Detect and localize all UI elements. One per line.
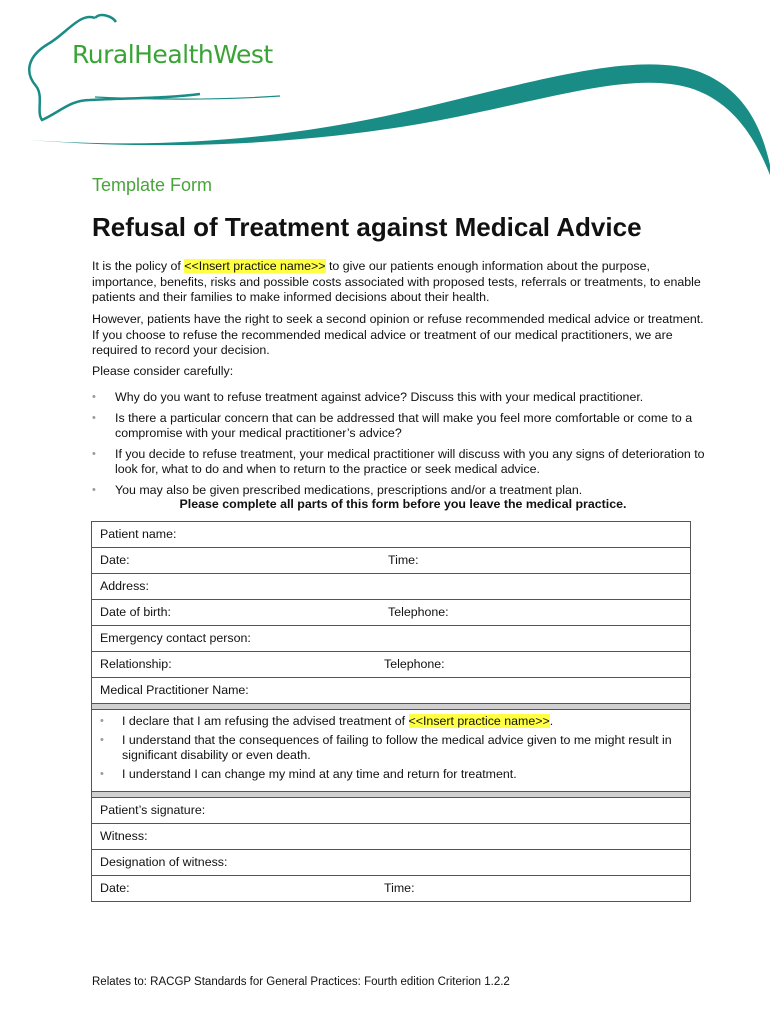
considerations-list (92, 390, 717, 503)
relationship-label: Relationship: (100, 657, 172, 671)
logo-top-curl (95, 15, 116, 22)
practice-name-placeholder: <<Insert practice name>> (408, 714, 550, 728)
address-field[interactable] (92, 574, 690, 600)
bullet-icon: • (92, 411, 96, 424)
emergency-contact-field[interactable] (92, 626, 690, 652)
date-label: Date: (100, 553, 130, 567)
practitioner-name-label: Medical Practitioner Name: (100, 683, 249, 697)
list-item: • If you decide to refuse treatment, your medical practitioner will discuss with you any signs of deterioration to look for, what to do and when to return to the practice or seek medical advice. (92, 446, 705, 476)
policy-paragraph (92, 259, 712, 306)
dob-telephone-row (92, 600, 690, 626)
bullet-icon: • (100, 767, 104, 780)
dob-label: Date of birth: (100, 605, 171, 619)
address-label: Address: (100, 579, 149, 593)
list-item: • You may also be given prescribed medications, prescriptions and/or a treatment plan. (92, 482, 583, 497)
form-instruction: Please complete all parts of this form before you leave the medical practice. (179, 497, 627, 511)
relationship-telephone-row (92, 652, 690, 678)
list-item: • I understand I can change my mind at any time and return for treatment. (100, 766, 517, 781)
practitioner-name-field[interactable] (92, 678, 690, 704)
list-item: • Why do you want to refuse treatment against advice? Discuss this with your medical practitioner. (92, 390, 644, 404)
consider-heading: Please consider carefully: (92, 364, 234, 378)
witness-field[interactable] (92, 824, 690, 850)
list-item: • Is there a particular concern that can be addressed that will make you feel more comfortable or come to a compromise with your medical practitioner’s advice? (92, 410, 693, 440)
date-time-row (92, 548, 690, 574)
patient-name-field[interactable] (92, 522, 690, 548)
bullet-icon: • (92, 447, 96, 460)
witness-label: Witness: (100, 829, 148, 843)
patient-signature-field[interactable] (92, 798, 690, 824)
bullet-icon: • (100, 715, 104, 727)
date-time-row-2 (92, 876, 690, 901)
designation-label: Designation of witness: (100, 855, 228, 869)
page-title: Refusal of Treatment against Medical Advice (92, 212, 642, 242)
bullet-icon: • (92, 391, 96, 403)
practice-name-placeholder: <<Insert practice name>> (184, 259, 326, 273)
telephone-label-2: Telephone: (384, 657, 445, 671)
standards-footer: Relates to: RACGP Standards for General Practices: Fourth edition Criterion 1.2.2 (92, 976, 510, 988)
declarations-section (92, 710, 690, 792)
patient-name-label: Patient name: (100, 527, 177, 541)
time-label-2: Time: (384, 881, 415, 895)
emergency-contact-label: Emergency contact person: (100, 631, 251, 645)
bullet-icon: • (100, 733, 104, 746)
date-label-2: Date: (100, 881, 130, 895)
policy-text-before: It is the policy of (92, 259, 185, 273)
header-swoosh-graphic (0, 0, 770, 175)
policy-text-after: to give our patients enough information about the purpose, importance, benefits, risks and possible costs associated with proposed tests, referrals or treatments, to enable patients and their families to make informed decisions about their health. (92, 259, 701, 304)
telephone-label: Telephone: (388, 605, 449, 619)
list-item: • I declare that I am refusing the advised treatment of <<Insert practice name>>. (100, 714, 554, 728)
rights-paragraph: However, patients have the right to seek a second opinion or refuse recommended medical advice or treatment. If you choose to refuse the recommended medical advice or treatment of our medical practitioners, we are required to record your decision. (92, 312, 704, 357)
list-item: • I understand that the consequences of failing to follow the medical advice given to me might result in significant disability or even death. (100, 732, 672, 762)
declarations-list (100, 714, 682, 782)
template-subtitle: Template Form (92, 175, 213, 195)
designation-field[interactable] (92, 850, 690, 876)
bullet-icon: • (92, 483, 96, 496)
logo-wordmark: RuralHealthWest (72, 40, 273, 69)
swoosh-band (30, 64, 770, 175)
patient-signature-label: Patient’s signature: (100, 803, 206, 817)
time-label: Time: (388, 553, 419, 567)
refusal-form (91, 521, 691, 902)
